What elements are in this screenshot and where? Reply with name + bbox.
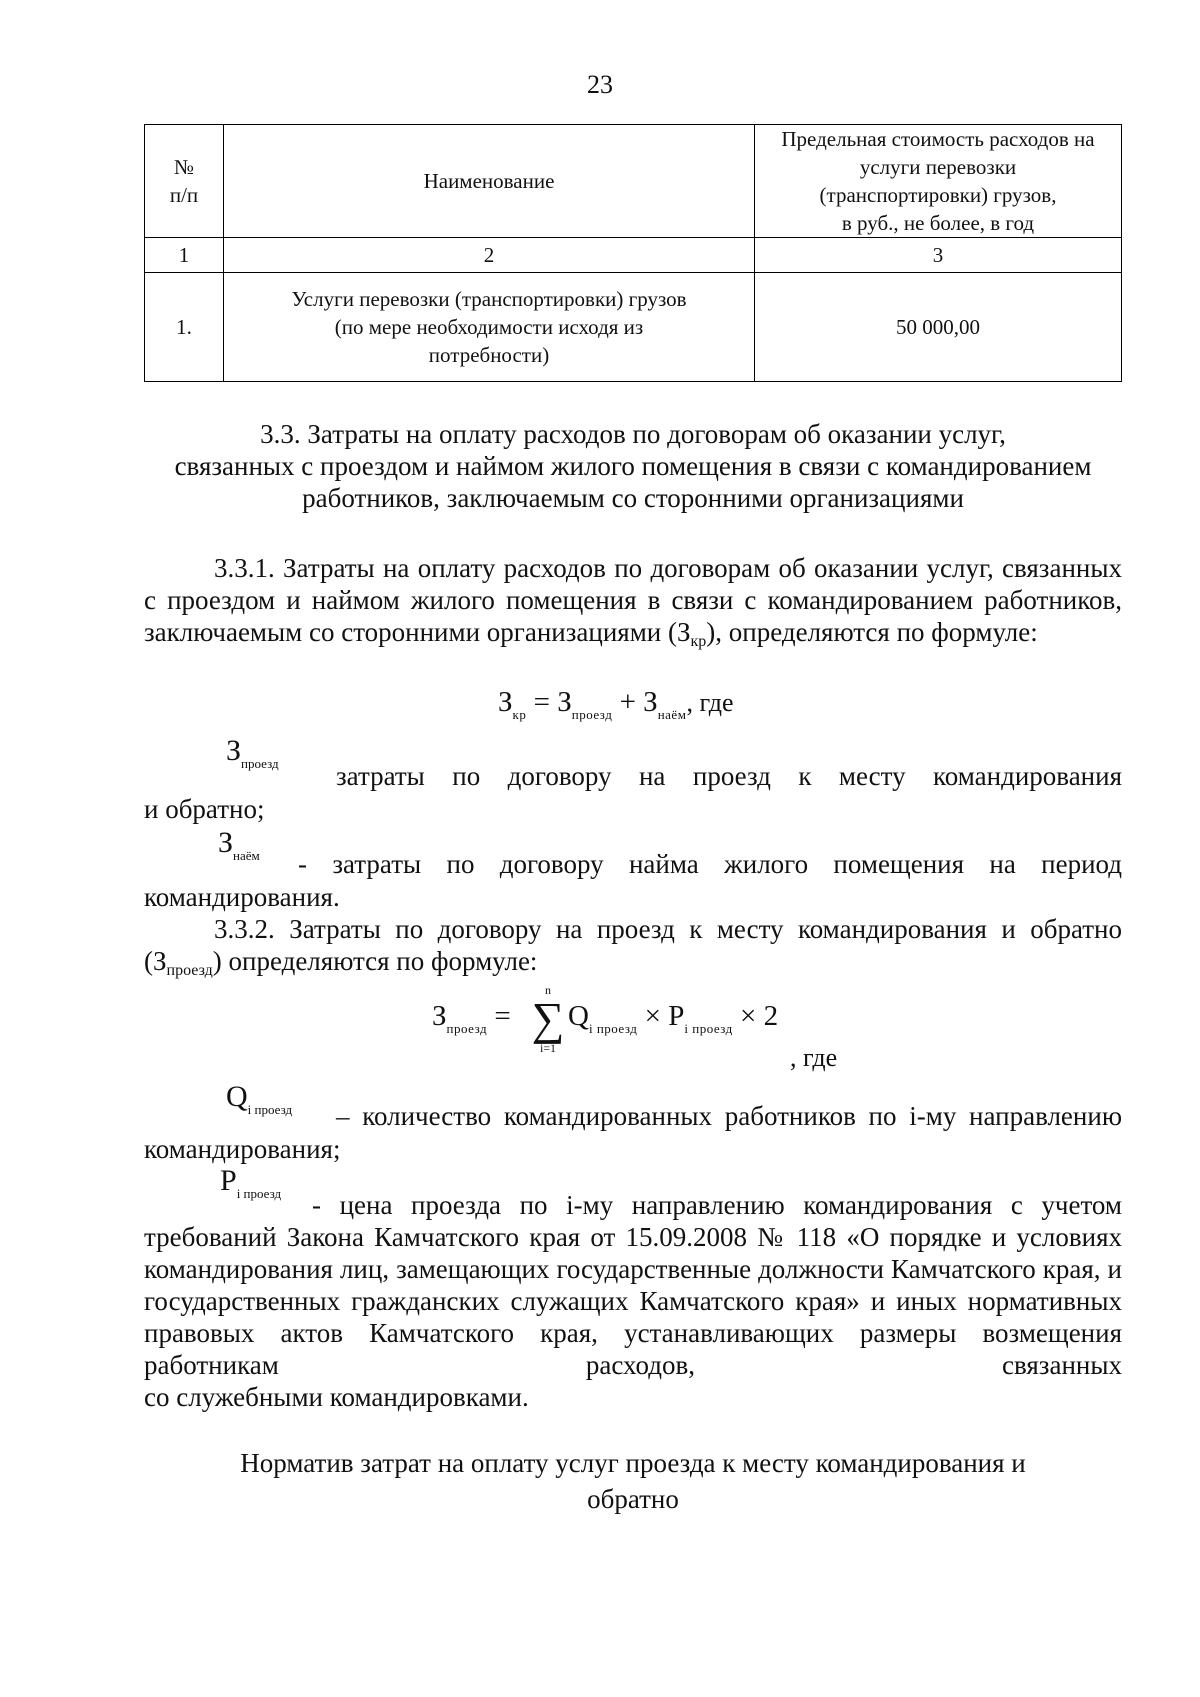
norm-title bbox=[140, 1445, 1126, 1517]
norm-title-line: Норматив затрат на оплату услуг проезда к месту командирования и bbox=[240, 1448, 1026, 1478]
row-name-line: Услуги перевозки (транспортировки) грузов bbox=[291, 287, 687, 311]
header-cost bbox=[755, 125, 1122, 238]
symbol-q: $Q_{i проезд}$ bbox=[226, 1080, 293, 1117]
row-name-line: потребности) bbox=[428, 343, 550, 367]
formula-z-proezd-left: $З_{проезд}$ = bbox=[432, 1000, 511, 1036]
index-cell: 3 bbox=[755, 238, 1122, 273]
row-num: 1. bbox=[145, 273, 224, 382]
index-cell: 1 bbox=[145, 238, 224, 273]
def-p-text: - цена проезда по i-му направлению командирования с учетом требований Закона Камчатского края от 15.09.2008 № 118 «О порядке и условиях командирования лиц, замещающих государственные должности Камчатского края, и государственных гражданских служащих Камчатского края» и иных нормативных правовых актов Камчатского края, устанавливающих размеры возмещения работникам расходов, связанных bbox=[144, 1190, 1122, 1380]
paragraph-3-3-2: 3.3.2. Затраты по договору на проезд к месту командирования и обратно bbox=[214, 914, 1122, 944]
header-text-line: Предельная стоимость расходов на bbox=[781, 127, 1095, 151]
header-text-line: Наименование bbox=[423, 169, 555, 193]
paragraph-3-3-2-cont: $(З_{проезд})$ определяются по формуле: bbox=[144, 946, 538, 979]
def-naim-cont: командирования. bbox=[144, 882, 340, 912]
table-row bbox=[145, 273, 1122, 382]
row-value: 50 000,00 bbox=[755, 273, 1122, 382]
def-proezd-text: затраты по договору на проезд к месту командирования bbox=[336, 761, 1122, 791]
header-text-line: п/п bbox=[169, 183, 199, 207]
header-text-line: № bbox=[173, 155, 195, 179]
formula-zkr: $З_{кр} = З_{проезд} + З_{наём}$, где bbox=[498, 686, 734, 722]
norm-title-line: обратно bbox=[587, 1484, 679, 1514]
index-cell: 2 bbox=[224, 238, 755, 273]
sigma-sum: n ∑ i=1 bbox=[531, 983, 565, 1055]
header-text-line: услуги перевозки bbox=[859, 155, 1017, 179]
def-q-text: – количество командированных работников по i-му направлению bbox=[336, 1101, 1122, 1131]
symbol-z-naim: $З_{наём}$ bbox=[218, 826, 260, 863]
section-title bbox=[140, 418, 1126, 514]
def-proezd-cont: и обратно; bbox=[144, 794, 265, 824]
formula-gde: , где bbox=[790, 1043, 838, 1072]
section-title-line: 3.3. Затраты на оплату расходов по договорам об оказании услуг, bbox=[260, 419, 1006, 449]
formula-z-proezd-right: $Q_{i проезд} \times P_{i проезд} \times 2$ bbox=[568, 1000, 779, 1036]
section-title-line: работников, заключаемым со сторонними организациями bbox=[302, 483, 964, 513]
table-header-row bbox=[145, 125, 1122, 238]
symbol-z-proezd: $З_{проезд}$ bbox=[226, 734, 279, 771]
def-p-last: со служебными командировками. bbox=[144, 1382, 529, 1412]
row-name bbox=[224, 273, 755, 382]
header-text-line: (транспортировки) грузов, bbox=[819, 183, 1057, 207]
paragraph-3-3-1: 3.3.1. Затраты на оплату расходов по договорам об оказании услуг, связанных с проездом и наймом жилого помещения в связи с командированием работников, заключаемым со сторонними организациями $(З_{кр})$, определяются по формуле: bbox=[144, 553, 1122, 650]
section-title-line: связанных с проездом и наймом жилого помещения в связи с командированием bbox=[174, 451, 1092, 481]
def-q-cont: командирования; bbox=[144, 1134, 341, 1164]
table-index-row bbox=[145, 238, 1122, 273]
page-number: 23 bbox=[587, 70, 613, 99]
header-name bbox=[224, 125, 755, 238]
cost-table bbox=[144, 124, 1122, 382]
header-text-line: в руб., не более, в год bbox=[841, 211, 1035, 235]
def-naim-text: - затраты по договору найма жилого помещения на период bbox=[298, 849, 1122, 879]
symbol-p: $P_{i проезд}$ bbox=[220, 1164, 282, 1201]
row-name-line: (по мере необходимости исходя из bbox=[334, 315, 644, 339]
header-num bbox=[145, 125, 224, 238]
